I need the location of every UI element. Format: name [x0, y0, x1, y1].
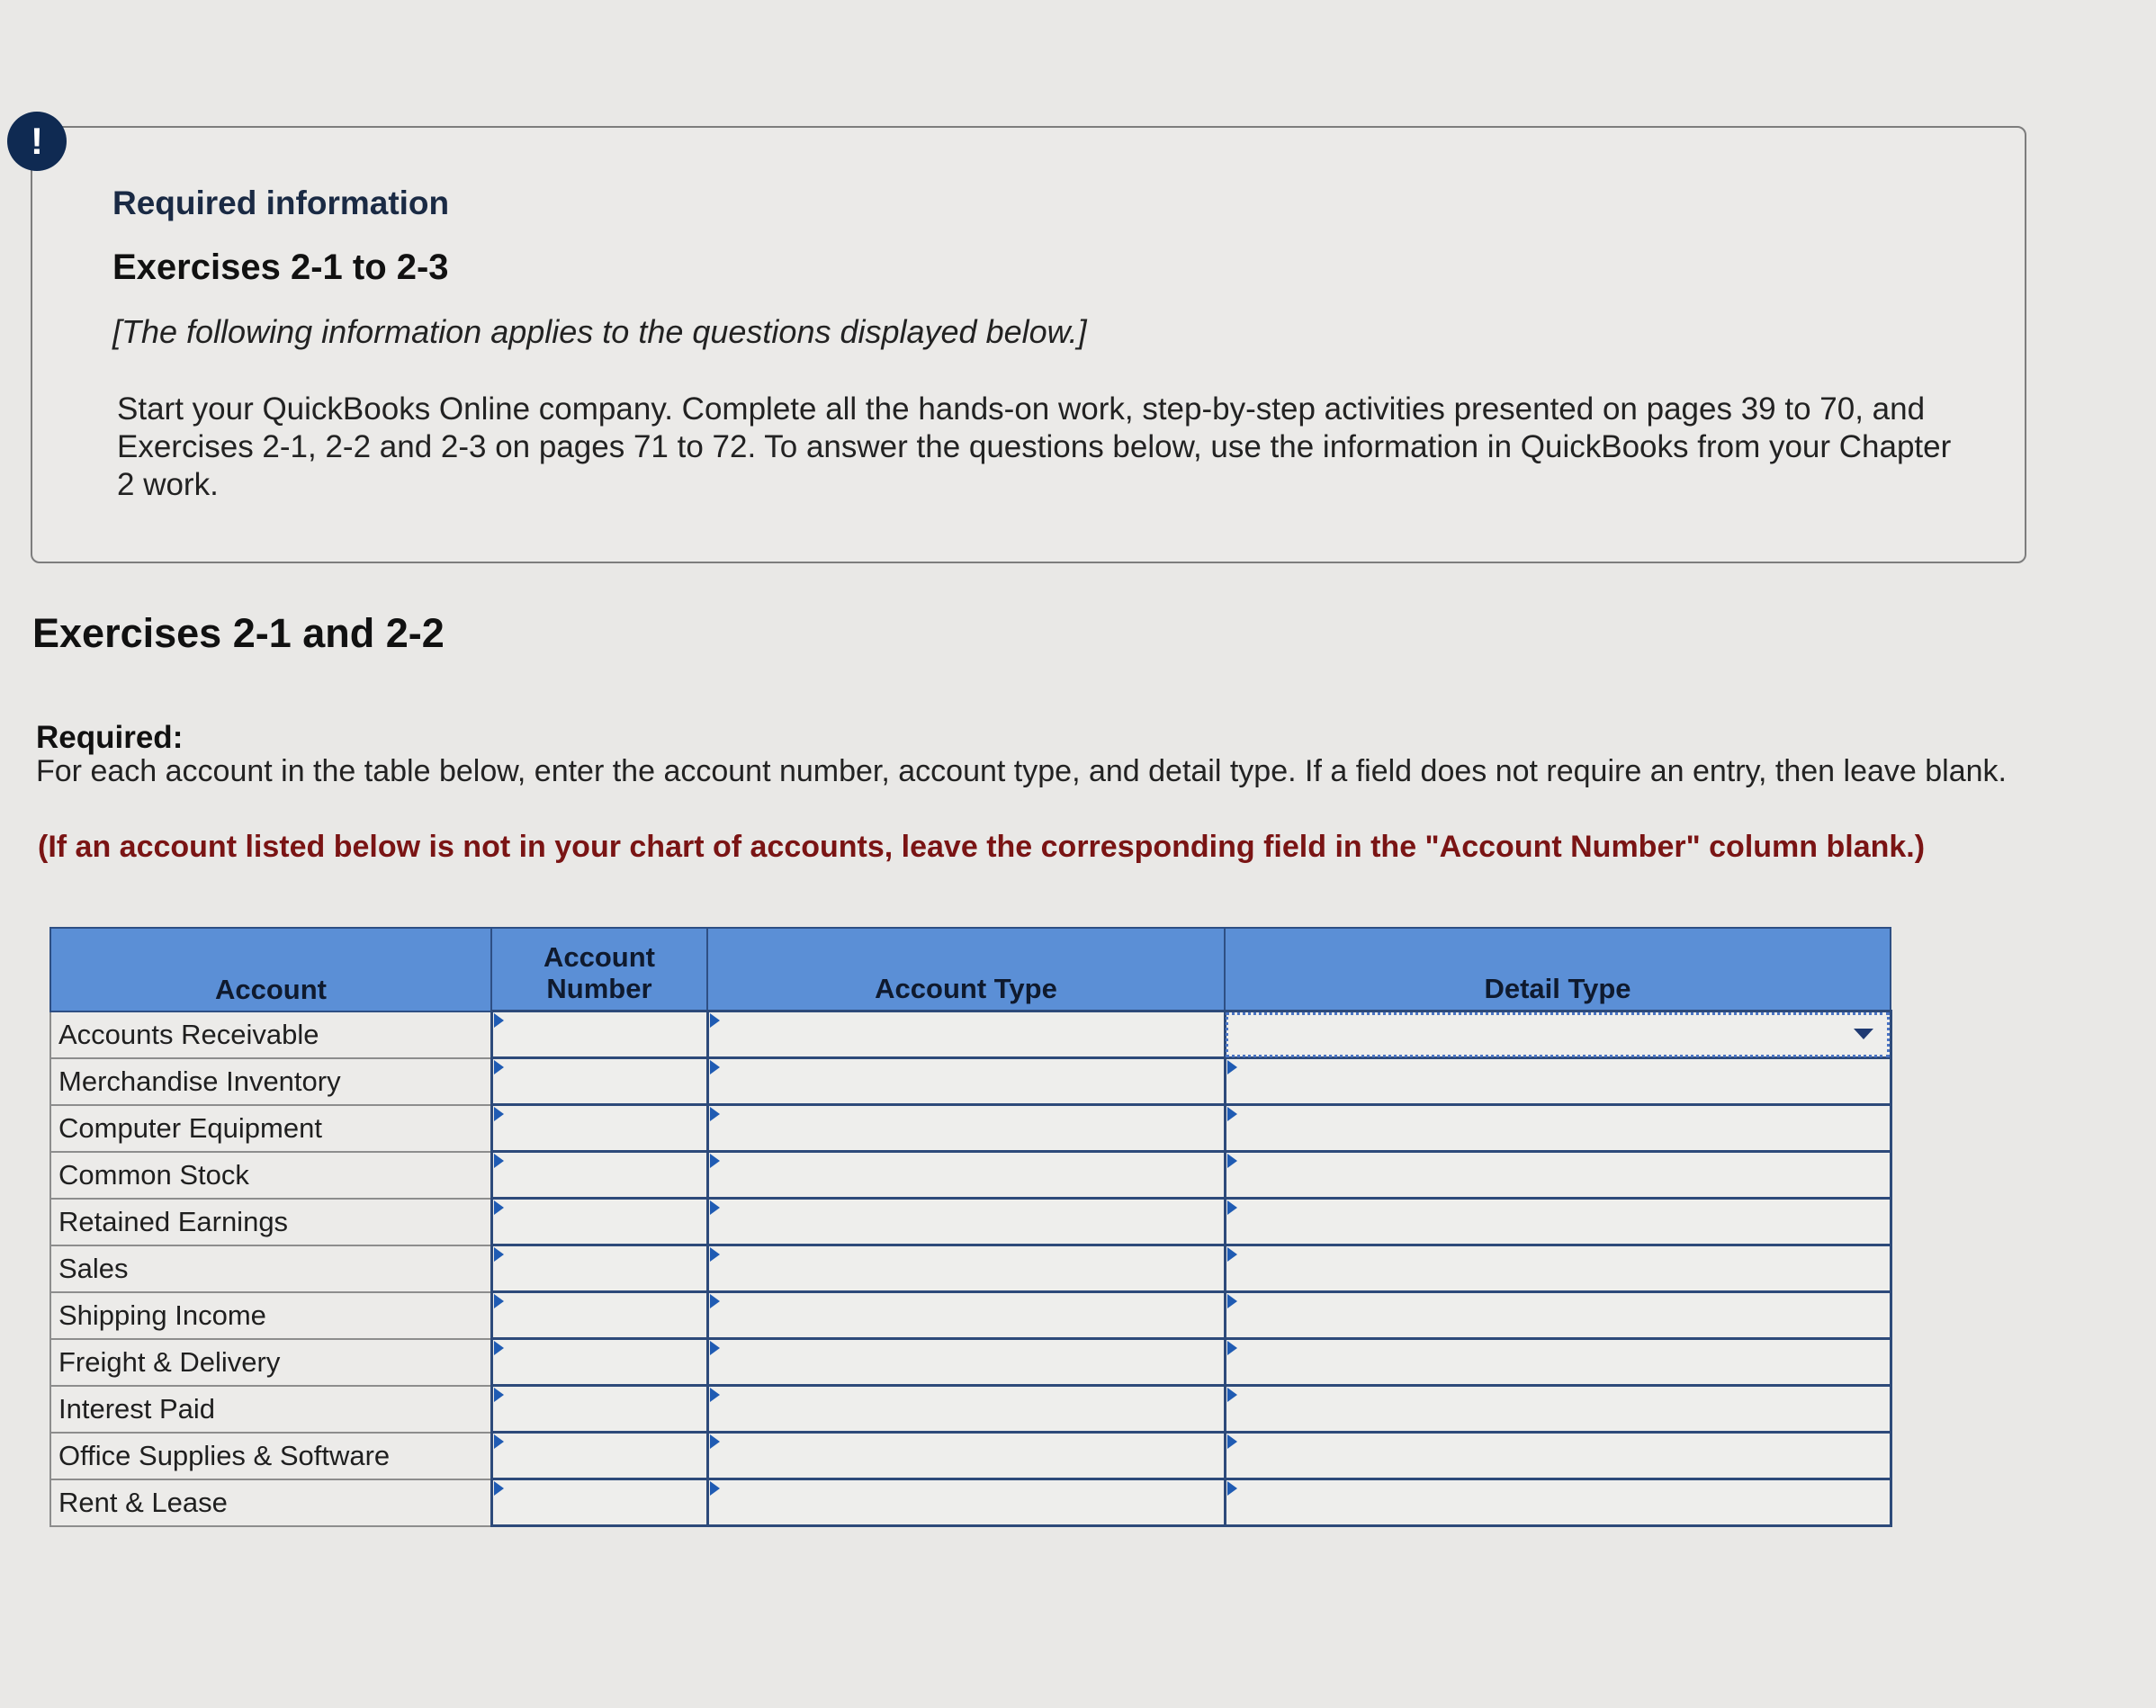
- table-row: [50, 1245, 1891, 1292]
- account-name-cell: Merchandise Inventory: [50, 1058, 491, 1105]
- account-name-cell: Common Stock: [50, 1152, 491, 1199]
- input-flag-icon: [494, 1013, 504, 1028]
- header-account-number: Account Number: [491, 928, 707, 1011]
- input-flag-icon: [710, 1013, 720, 1028]
- detail-type-dropdown[interactable]: [1225, 1105, 1891, 1152]
- account-type-input[interactable]: [707, 1245, 1225, 1292]
- input-flag-icon: [710, 1154, 720, 1168]
- input-flag-icon: [710, 1247, 720, 1262]
- accounts-table: [49, 927, 1892, 1527]
- table-row: [50, 1105, 1891, 1152]
- input-flag-icon: [710, 1294, 720, 1308]
- header-account-type: Account Type: [707, 928, 1225, 1011]
- input-flag-icon: [494, 1341, 504, 1355]
- detail-type-dropdown[interactable]: [1225, 1292, 1891, 1339]
- account-name-cell: Computer Equipment: [50, 1105, 491, 1152]
- input-flag-icon: [1227, 1154, 1237, 1168]
- header-account: Account: [50, 928, 491, 1011]
- header-detail-type: Detail Type: [1225, 928, 1891, 1011]
- account-type-input[interactable]: [707, 1105, 1225, 1152]
- alert-icon: !: [7, 112, 67, 171]
- account-name-cell: Shipping Income: [50, 1292, 491, 1339]
- input-flag-icon: [710, 1341, 720, 1355]
- account-type-input[interactable]: [707, 1433, 1225, 1479]
- account-type-input[interactable]: [707, 1011, 1225, 1058]
- input-flag-icon: [494, 1107, 504, 1121]
- account-name-cell: Rent & Lease: [50, 1479, 491, 1526]
- accounts-table-body: [50, 1011, 1891, 1526]
- account-number-input[interactable]: [491, 1245, 707, 1292]
- table-row: [50, 1058, 1891, 1105]
- input-flag-icon: [1227, 1060, 1237, 1074]
- table-row: [50, 1339, 1891, 1386]
- detail-type-dropdown[interactable]: [1225, 1339, 1891, 1386]
- account-number-input[interactable]: [491, 1292, 707, 1339]
- account-number-input[interactable]: [491, 1152, 707, 1199]
- table-row: [50, 1292, 1891, 1339]
- account-number-input[interactable]: [491, 1199, 707, 1245]
- applies-note: [The following information applies to the questions displayed below.]: [112, 313, 1087, 350]
- table-row: [50, 1199, 1891, 1245]
- input-flag-icon: [1227, 1200, 1237, 1215]
- detail-type-dropdown[interactable]: [1225, 1386, 1891, 1433]
- table-row: [50, 1152, 1891, 1199]
- detail-type-dropdown[interactable]: [1225, 1152, 1891, 1199]
- account-number-input[interactable]: [491, 1433, 707, 1479]
- input-flag-icon: [1227, 1434, 1237, 1449]
- account-number-input[interactable]: [491, 1386, 707, 1433]
- input-flag-icon: [710, 1107, 720, 1121]
- detail-type-dropdown[interactable]: [1225, 1479, 1891, 1526]
- input-flag-icon: [710, 1481, 720, 1496]
- detail-type-dropdown[interactable]: [1225, 1199, 1891, 1245]
- detail-type-dropdown[interactable]: [1225, 1245, 1891, 1292]
- instructions-text: For each account in the table below, enter the account number, account type, and detail type. If a field does not require an entry, then leave blank.: [36, 754, 2007, 788]
- input-flag-icon: [494, 1434, 504, 1449]
- required-label: Required:: [36, 720, 184, 755]
- exercise-range-title: Exercises 2-1 to 2-3: [112, 247, 449, 287]
- account-type-input[interactable]: [707, 1292, 1225, 1339]
- account-type-input[interactable]: [707, 1152, 1225, 1199]
- account-name-cell: Sales: [50, 1245, 491, 1292]
- account-name-cell: Freight & Delivery: [50, 1339, 491, 1386]
- detail-type-dropdown[interactable]: [1225, 1058, 1891, 1105]
- input-flag-icon: [1227, 1341, 1237, 1355]
- input-flag-icon: [1227, 1481, 1237, 1496]
- account-number-note: (If an account listed below is not in your chart of accounts, leave the corresponding field in the "Account Number" column blank.): [38, 830, 1926, 864]
- input-flag-icon: [710, 1388, 720, 1402]
- account-name-cell: Interest Paid: [50, 1386, 491, 1433]
- account-type-input[interactable]: [707, 1386, 1225, 1433]
- input-flag-icon: [494, 1247, 504, 1262]
- table-row: [50, 1386, 1891, 1433]
- input-flag-icon: [1227, 1247, 1237, 1262]
- input-flag-icon: [1227, 1107, 1237, 1121]
- account-name-cell: Accounts Receivable: [50, 1011, 491, 1058]
- account-number-input[interactable]: [491, 1011, 707, 1058]
- input-flag-icon: [494, 1154, 504, 1168]
- chevron-down-icon[interactable]: [1854, 1029, 1873, 1039]
- input-flag-icon: [494, 1481, 504, 1496]
- table-row: [50, 1479, 1891, 1526]
- intro-text: Start your QuickBooks Online company. Complete all the hands-on work, step-by-step activities presented on pages 39 to 70, and Exercises 2-1, 2-2 and 2-3 on pages 71 to 72. To answer the questions below, use the information in QuickBooks from your Chapter 2 work.: [117, 391, 1952, 502]
- input-flag-icon: [494, 1060, 504, 1074]
- input-flag-icon: [494, 1294, 504, 1308]
- table-row: [50, 1011, 1891, 1058]
- account-name-cell: Retained Earnings: [50, 1199, 491, 1245]
- account-name-cell: Office Supplies & Software: [50, 1433, 491, 1479]
- detail-type-dropdown[interactable]: [1225, 1433, 1891, 1479]
- table-header-row: [50, 928, 1891, 1011]
- account-number-input[interactable]: [491, 1479, 707, 1526]
- input-flag-icon: [1227, 1388, 1237, 1402]
- input-flag-icon: [710, 1200, 720, 1215]
- table-row: [50, 1433, 1891, 1479]
- input-flag-icon: [494, 1200, 504, 1215]
- account-number-input[interactable]: [491, 1339, 707, 1386]
- account-type-input[interactable]: [707, 1199, 1225, 1245]
- account-type-input[interactable]: [707, 1479, 1225, 1526]
- input-flag-icon: [710, 1060, 720, 1074]
- section-title: Exercises 2-1 and 2-2: [32, 610, 445, 656]
- required-information-label: Required information: [112, 184, 450, 221]
- account-number-input[interactable]: [491, 1058, 707, 1105]
- input-flag-icon: [710, 1434, 720, 1449]
- account-type-input[interactable]: [707, 1058, 1225, 1105]
- account-type-input[interactable]: [707, 1339, 1225, 1386]
- detail-type-dropdown[interactable]: [1225, 1011, 1891, 1058]
- account-number-input[interactable]: [491, 1105, 707, 1152]
- input-flag-icon: [494, 1388, 504, 1402]
- input-flag-icon: [1227, 1294, 1237, 1308]
